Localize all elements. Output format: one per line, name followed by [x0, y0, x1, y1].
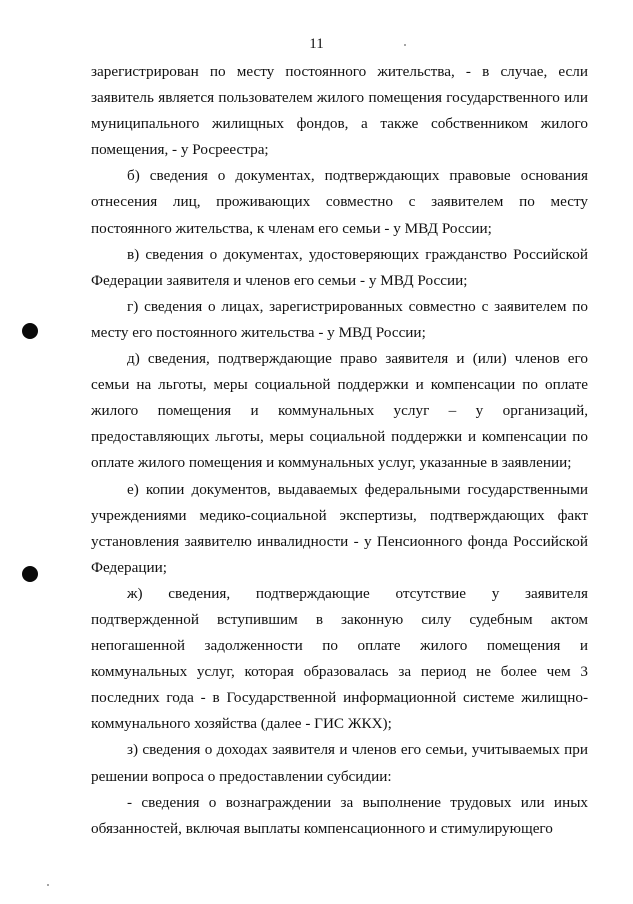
paragraph-item-z: з) сведения о доходах заявителя и членов его семьи, учитываемых при решении вопроса о предоставлении субсидии: — [91, 741, 588, 785]
punch-hole-bottom — [22, 566, 38, 582]
page-number: 11 — [309, 36, 324, 52]
scan-speck — [404, 44, 406, 46]
paragraph-item-d: д) сведения, подтверждающие право заявителя и (или) членов его семьи на льготы, меры социальной поддержки и компенсации по оплате жилого помещения и коммунальных услуг – у организаций, предоставляющих льготы, меры социальной поддержки и компенсации по оплате жилого помещения и коммунальных услуг, указанные в заявлении; — [91, 350, 588, 472]
paragraph-item-v: в) сведения о документах, удостоверяющих гражданство Российской Федерации заявителя и членов его семьи - у МВД России; — [91, 245, 588, 289]
paragraph-item-zh: ж) сведения, подтверждающие отсутствие у заявителя подтвержденной вступившим в законную силу судебным актом непогашенной задолженности по оплате жилого помещения и коммунальных услуг, которая образовалась за период не более чем 3 последних года - в Государственной информационной системе жилищно-коммунального хозяйства (далее - ГИС ЖКХ); — [91, 584, 588, 733]
paragraph-item-g: г) сведения о лицах, зарегистрированных совместно с заявителем по месту его постоянного жительства - у МВД России; — [91, 297, 588, 341]
paragraph-subitem-income: - сведения о вознаграждении за выполнение трудовых или иных обязанностей, включая выплаты компенсационного и стимулирующего — [91, 793, 588, 837]
scan-speck — [47, 884, 49, 886]
punch-hole-top — [22, 323, 38, 339]
paragraph-item-e: е) копии документов, выдаваемых федеральными государственными учреждениями медико-социальной экспертизы, подтверждающих факт установления заявителю инвалидности - у Пенсионного фонда Российской Федерации; — [91, 480, 588, 576]
paragraph-continuation: зарегистрирован по месту постоянного жительства, - в случае, если заявитель является пользователем жилого помещения государственного или муниципального жилищных фондов, а также собственником жилого помещения, - у Росреестра; — [91, 63, 588, 159]
paragraph-item-b: б) сведения о документах, подтверждающих правовые основания отнесения лиц, проживающих совместно с заявителем по месту постоянного жительства, к членам его семьи - у МВД России; — [91, 167, 588, 237]
body-text — [91, 59, 588, 842]
